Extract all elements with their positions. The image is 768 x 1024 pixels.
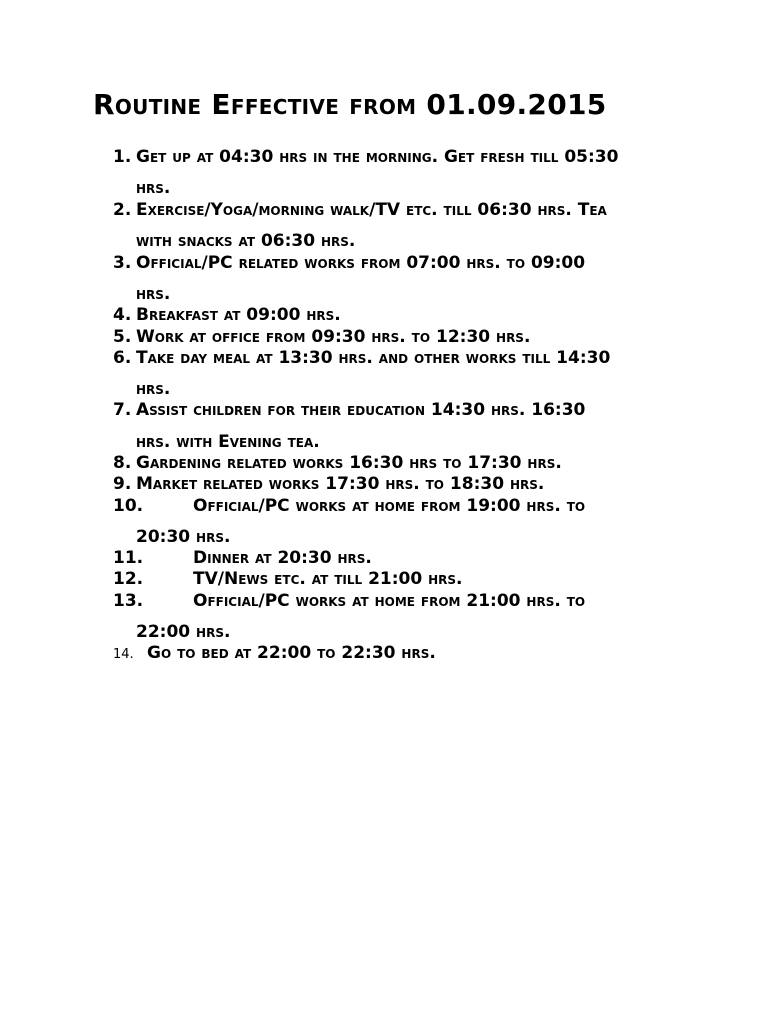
list-item-text-continued: hrs.	[136, 178, 171, 198]
list-item-text: Official/PC works at home from 19:00 hrs. to	[193, 496, 586, 516]
list-item-text: Exercise/Yoga/morning walk/TV etc. till 06:30 hrs. Tea	[136, 200, 607, 220]
list-item-number: 2.	[113, 200, 132, 220]
list-item-text: Get up at 04:30 hrs in the morning. Get fresh till 05:30	[136, 147, 619, 167]
list-item-text: Take day meal at 13:30 hrs. and other works till 14:30	[136, 348, 611, 368]
list-item-number: 6.	[113, 348, 132, 368]
list-item-text: Official/PC works at home from 21:00 hrs. to	[193, 591, 586, 611]
list-item-text: Assist children for their education 14:30 hrs. 16:30	[136, 400, 586, 420]
list-item-number: 11.	[113, 548, 144, 568]
list-item-number: 10.	[113, 496, 144, 516]
list-item-text-continued: 20:30 hrs.	[136, 527, 231, 547]
list-item-text: TV/News etc. at till 21:00 hrs.	[193, 569, 463, 589]
list-item-number: 1.	[113, 147, 132, 167]
list-item-text-continued: hrs. with Evening tea.	[136, 432, 320, 452]
list-item-text-continued: hrs.	[136, 379, 171, 399]
list-item-text: Market related works 17:30 hrs. to 18:30 hrs.	[136, 474, 545, 494]
list-item-number: 7.	[113, 400, 132, 420]
list-item-number: 8.	[113, 453, 132, 473]
list-item-text-continued: 22:00 hrs.	[136, 622, 231, 642]
list-item-number: 13.	[113, 591, 144, 611]
list-item-number: 12.	[113, 569, 144, 589]
list-item-number: 4.	[113, 305, 132, 325]
list-item-text: Go to bed at 22:00 to 22:30 hrs.	[147, 643, 436, 663]
list-item-number: 3.	[113, 253, 132, 273]
list-item-text-continued: hrs.	[136, 284, 171, 304]
list-item-text: Breakfast at 09:00 hrs.	[136, 305, 341, 325]
list-item-text-continued: with snacks at 06:30 hrs.	[136, 231, 356, 251]
list-item-number: 14.	[113, 647, 134, 662]
list-item-text: Official/PC related works from 07:00 hrs. to 09:00	[136, 253, 586, 273]
list-item-text: Gardening related works 16:30 hrs to 17:30 hrs.	[136, 453, 562, 473]
list-item-text: Work at office from 09:30 hrs. to 12:30 hrs.	[136, 327, 531, 347]
list-item-number: 9.	[113, 474, 132, 494]
page-title: Routine Effective from 01.09.2015	[93, 88, 607, 121]
list-item-number: 5.	[113, 327, 132, 347]
list-item-text: Dinner at 20:30 hrs.	[193, 548, 372, 568]
